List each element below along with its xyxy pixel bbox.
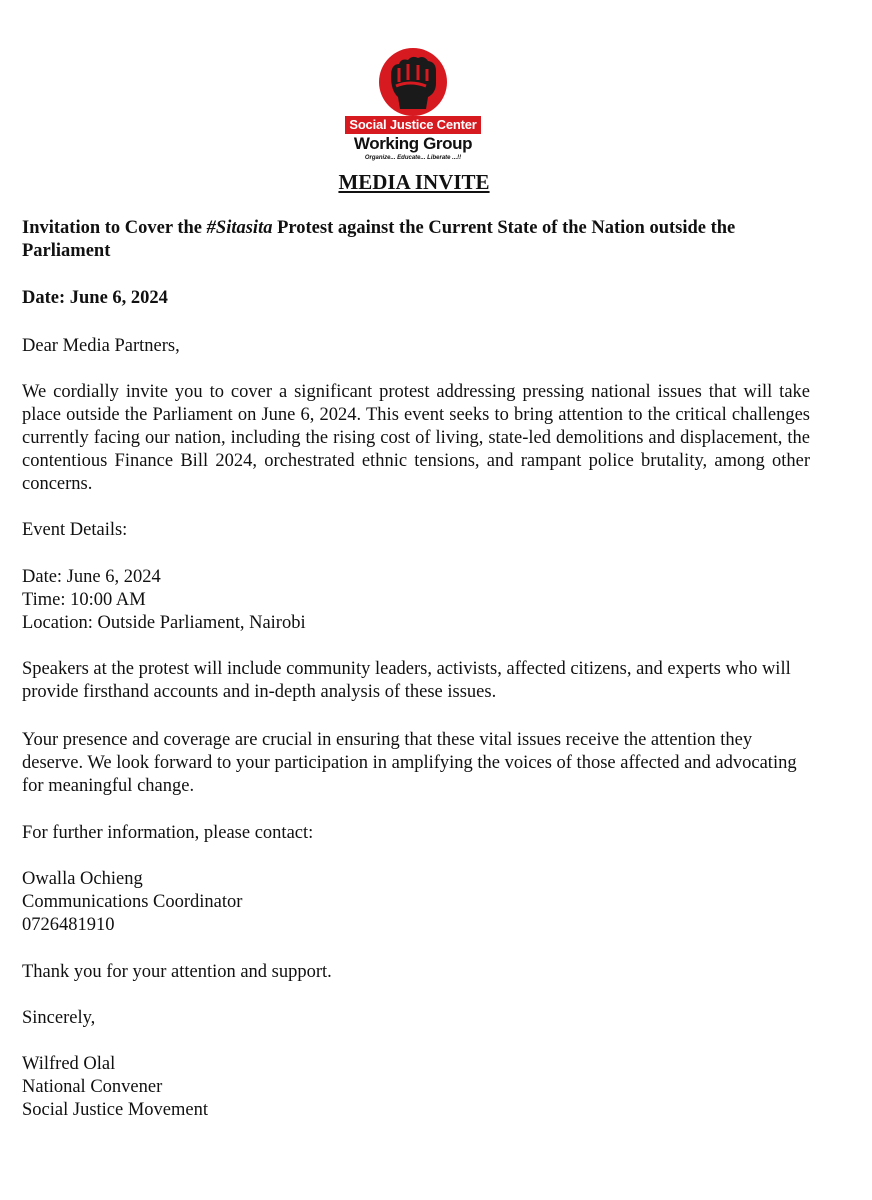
contact-role: Communications Coordinator (22, 892, 243, 912)
signatory-name: Wilfred Olal (22, 1054, 116, 1074)
signatory-title: National Convener (22, 1077, 163, 1097)
logo (343, 46, 483, 170)
logo-tagline: Organize... Educate... Liberate ...!! (364, 155, 462, 161)
subject-prefix: Invitation to Cover the (22, 218, 203, 238)
date-heading: Date: June 6, 2024 (22, 288, 168, 308)
salutation: Dear Media Partners, (22, 336, 180, 356)
event-details-heading: Event Details: (22, 520, 128, 540)
speakers-paragraph: Speakers at the protest will include community leaders, activists, affected citizens, and experts who will provide firsthand accounts and in-depth analysis of these issues. (22, 659, 791, 702)
raised-fist-icon (343, 46, 483, 118)
subject-hashtag: #Sitasita (206, 218, 273, 238)
signatory-org: Social Justice Movement (22, 1100, 208, 1120)
subject-suffix: Protest against the Current State of the Nation outside the Parliament (22, 218, 736, 261)
document-title: MEDIA INVITE (338, 170, 490, 194)
event-date: Date: June 6, 2024 (22, 567, 161, 587)
logo-banner: Social Justice Center (345, 116, 481, 134)
intro-paragraph: We cordially invite you to cover a significant protest addressing pressing national issues that will take place outside the Parliament on June 6, 2024. This event seeks to bring attention to the critical challenges currently facing our nation, including the rising cost of living, state-led demolitions and displacement, the contentious Finance Bill 2024, orchestrated ethnic tensions, and rampant police brutality, among other concerns. (22, 382, 810, 494)
presence-paragraph: Your presence and coverage are crucial in ensuring that these vital issues receive the attention they deserve. We look forward to your participation in amplifying the voices of those affected and advocating for meaningful change. (22, 730, 797, 796)
logo-name: Working Group (353, 134, 473, 153)
event-time: Time: 10:00 AM (22, 590, 146, 610)
event-location: Location: Outside Parliament, Nairobi (22, 613, 306, 633)
contact-name: Owalla Ochieng (22, 869, 143, 889)
contact-intro: For further information, please contact: (22, 823, 314, 843)
closing: Sincerely, (22, 1008, 96, 1028)
contact-phone: 0726481910 (22, 915, 115, 935)
thanks-line: Thank you for your attention and support. (22, 962, 332, 982)
subject-heading (22, 217, 814, 263)
